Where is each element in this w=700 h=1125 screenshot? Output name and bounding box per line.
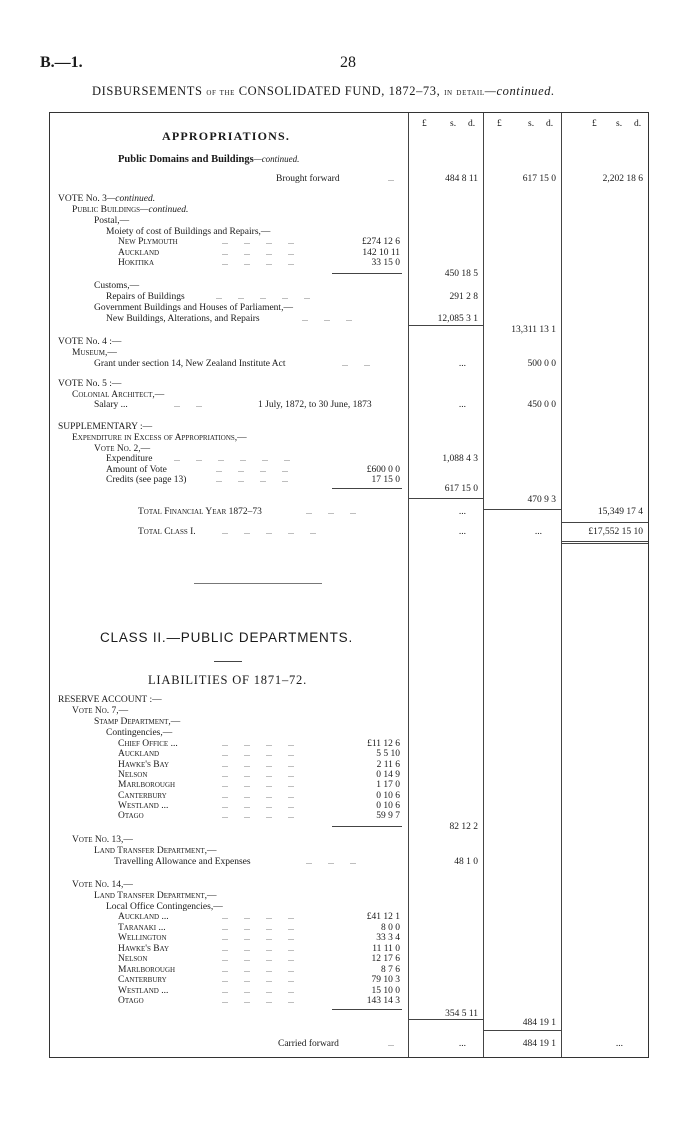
- leader-dots: ... ... ...: [306, 857, 356, 866]
- line-item-amount: 59 9 7: [376, 811, 400, 822]
- leader-dots: ... ... ... ...: [222, 769, 294, 779]
- ledger-frame: [49, 112, 649, 1058]
- brought-forward-col1: 484 8 11: [445, 174, 478, 184]
- line-item-name: Westland ...: [118, 800, 169, 811]
- leader-dots: ...: [388, 174, 394, 183]
- leader-dots: ... ... ... ...: [222, 237, 294, 246]
- line-item-amount: 33 3 4: [376, 933, 400, 943]
- excess-value: 617 15 0: [444, 484, 478, 494]
- line-item-name: Westland ...: [118, 985, 169, 996]
- leader-dots: ... ... ... ...: [222, 985, 294, 995]
- grant-value: 500 0 0: [527, 359, 556, 369]
- col3-shilling-header: s.: [616, 119, 623, 129]
- subtotal-rule: [332, 488, 402, 489]
- total-class1-col2: ...: [534, 527, 542, 537]
- line-item-amount: 2 11 6: [376, 759, 400, 770]
- credits-label: Credits (see page 13): [106, 475, 187, 485]
- vote3-heading: [58, 194, 155, 205]
- line-item-name: Hawke's Bay: [118, 759, 170, 770]
- line-item-name: Hawke's Bay: [118, 943, 170, 954]
- local-office-label: Local Office Contingencies,—: [106, 902, 223, 912]
- vote5-heading: VOTE No. 5 :—: [58, 379, 122, 389]
- line-item-name: Marlborough: [118, 780, 176, 791]
- travel-value: 48 1 0: [454, 857, 478, 867]
- total-financial-year-label: Total Financial Year 1872–73: [138, 507, 262, 517]
- page-title: [92, 84, 555, 99]
- total-rule: [483, 509, 561, 510]
- customs-label: Customs,—: [94, 281, 140, 291]
- leader-dots: ... ... ... ...: [222, 258, 294, 267]
- total-financial-year-value: 15,349 17 4: [597, 507, 643, 517]
- line-item-amount: 1 17 0: [376, 780, 400, 791]
- column-divider: [483, 113, 484, 1057]
- subheading-continued: —continued.: [253, 154, 300, 164]
- subtotal-rule: [332, 826, 402, 827]
- line-item-name: Auckland: [118, 247, 160, 258]
- title-rest: CONSOLIDATED FUND, 1872–73,: [238, 84, 441, 98]
- total-class1-col1: ...: [458, 527, 466, 537]
- total-rule: [483, 1030, 561, 1031]
- supplementary-total: 470 9 3: [527, 495, 556, 505]
- vote14-label: Vote No. 14,—: [72, 880, 133, 890]
- leader-dots: ... ... ... ...: [216, 475, 288, 484]
- line-item-amount: 8 0 0: [381, 922, 400, 933]
- line-item-name: Wellington: [118, 933, 167, 943]
- line-item-name: Hokitika: [118, 258, 155, 268]
- supplementary-heading: SUPPLEMENTARY :—: [58, 422, 153, 432]
- stamp-department-label: Stamp Department,—: [94, 717, 181, 727]
- brought-forward-label: Brought forward: [276, 174, 340, 184]
- col2-shilling-header: s.: [528, 119, 535, 129]
- line-item-name: Canterbury: [118, 790, 167, 801]
- leader-dots: ... ... ... ...: [222, 922, 294, 932]
- leader-dots: ... ...: [174, 400, 202, 409]
- class2-total: 484 19 1: [522, 1018, 556, 1028]
- line-item-amount: 0 10 6: [376, 800, 400, 811]
- leader-dots: ... ... ... ...: [222, 759, 294, 769]
- line-item-name: Otago: [118, 811, 144, 822]
- leader-dots: ... ... ...: [302, 314, 352, 323]
- col3-pound-header: £: [592, 119, 597, 129]
- grant-col1: ...: [458, 359, 466, 369]
- total-class1-label: Total Class I.: [138, 527, 196, 537]
- line-item-amount: 0 14 9: [376, 769, 400, 780]
- repairs-value: 291 2 8: [449, 292, 478, 302]
- vote3-title: VOTE No. 3: [58, 194, 107, 204]
- new-buildings-value: 12,085 3 1: [437, 314, 478, 324]
- salary-label: Salary ...: [94, 400, 128, 410]
- subtotal-rule: [332, 273, 402, 274]
- col1-pence-header: d.: [468, 119, 476, 129]
- salary-value: 450 0 0: [527, 400, 556, 410]
- vote13-label: Vote No. 13,—: [72, 835, 133, 845]
- class2-title: CLASS II.—PUBLIC DEPARTMENTS.: [100, 630, 354, 645]
- moiety-label: Moiety of cost of Buildings and Repairs,—: [106, 227, 271, 237]
- leader-dots: ... ... ... ...: [222, 943, 294, 953]
- carried-forward-col2: 484 19 1: [522, 1039, 556, 1049]
- leader-dots: ... ... ...: [306, 507, 356, 516]
- line-item-name: Chief Office ...: [118, 739, 178, 749]
- title-of-the: of the: [206, 87, 235, 98]
- subtotal-rule: [332, 1009, 402, 1010]
- page-number: 28: [340, 54, 356, 71]
- expenditure-label: Expenditure: [106, 454, 153, 464]
- col2-pound-header: £: [497, 119, 502, 129]
- public-buildings-continued: —continued.: [140, 205, 189, 215]
- leader-dots: ... ... ... ...: [222, 790, 294, 800]
- line-item-amount: 15 10 0: [371, 985, 400, 996]
- line-item-name: Nelson: [118, 954, 148, 964]
- line-item-amount: 143 14 3: [366, 996, 400, 1006]
- leader-dots: ... ... ... ...: [222, 739, 294, 748]
- leader-dots: ... ... ... ...: [222, 912, 294, 921]
- new-buildings-label: New Buildings, Alterations, and Repairs: [106, 314, 260, 324]
- vote4-heading: VOTE No. 4 :—: [58, 337, 122, 347]
- salary-col1: ...: [458, 400, 466, 410]
- reserve-account-heading: RESERVE ACCOUNT :—: [58, 695, 162, 705]
- postal-label: Postal,—: [94, 216, 130, 226]
- title-rule: [214, 661, 242, 662]
- government-buildings-label: Government Buildings and Houses of Parliament,—: [94, 303, 293, 313]
- liabilities-title: LIABILITIES OF 1871–72.: [148, 673, 308, 687]
- page-reference: B.—1.: [40, 54, 83, 71]
- leader-dots: ... ... ... ...: [216, 465, 288, 474]
- land-transfer-label: Land Transfer Department,—: [94, 891, 217, 901]
- contingencies-label: Contingencies,—: [106, 728, 173, 738]
- leader-dots: ... ... ... ...: [222, 780, 294, 790]
- leader-dots: ... ... ... ...: [222, 964, 294, 974]
- public-buildings-label: [72, 205, 188, 216]
- subheading-text: Public Domains and Buildings: [118, 154, 254, 165]
- line-item-amount: 5 5 10: [376, 749, 400, 760]
- carried-forward-col1: ...: [458, 1039, 466, 1049]
- line-item-name: Nelson: [118, 769, 148, 780]
- salary-period: 1 July, 1872, to 30 June, 1873: [258, 400, 372, 410]
- col2-pence-header: d.: [546, 119, 554, 129]
- credits-value: 17 15 0: [371, 475, 400, 485]
- column-divider: [408, 113, 409, 1057]
- museum-label: Museum,—: [72, 348, 117, 358]
- vote3-continued: —continued.: [106, 194, 156, 204]
- line-item-name: Otago: [118, 996, 144, 1006]
- vote2-label: Vote No. 2,—: [94, 444, 151, 454]
- col1-pound-header: £: [422, 119, 427, 129]
- line-item-amount: 11 11 0: [372, 943, 400, 954]
- line-item-name: Canterbury: [118, 975, 167, 985]
- stamp-total: 82 12 2: [449, 822, 478, 832]
- appropriations-heading: APPROPRIATIONS.: [162, 129, 291, 143]
- expenditure-value: 1,088 4 3: [442, 454, 478, 464]
- line-item-amount: £41 12 1: [366, 912, 400, 922]
- line-item-name: New Plymouth: [118, 237, 178, 247]
- public-domains-subheading: [118, 154, 299, 165]
- title-detail: detail: [456, 87, 485, 98]
- line-item-amount: 12 17 6: [371, 954, 400, 964]
- section-separator: [194, 583, 322, 584]
- line-item-amount: 8 7 6: [381, 964, 400, 975]
- title-continued: —continued.: [484, 84, 555, 98]
- public-buildings-text: Public Buildings: [72, 205, 141, 215]
- leader-dots: ... ... ... ...: [222, 811, 294, 821]
- leader-dots: ... ... ... ...: [222, 800, 294, 810]
- total-rule: [561, 541, 648, 542]
- leader-dots: ... ... ... ... ...: [222, 527, 316, 536]
- subtotal-rule: [408, 325, 483, 326]
- line-item-name: Auckland ...: [118, 912, 169, 922]
- total-class1-value: £17,552 15 10: [588, 527, 643, 537]
- title-in: in: [444, 87, 453, 98]
- total-financial-year-col1: ...: [458, 507, 466, 517]
- brought-forward-col2: 617 15 0: [522, 174, 556, 184]
- line-item-name: Marlborough: [118, 964, 176, 975]
- total-rule: [561, 522, 648, 523]
- postal-total: 450 18 5: [444, 269, 478, 279]
- leader-dots: ... ... ... ...: [222, 996, 294, 1005]
- col3-pence-header: d.: [634, 119, 642, 129]
- line-item-name: Taranaki ...: [118, 922, 166, 933]
- line-item-amount: 33 15 0: [371, 258, 400, 268]
- amount-of-vote-label: Amount of Vote: [106, 465, 167, 475]
- total-rule: [561, 543, 648, 544]
- excess-label: Expenditure in Excess of Appropriations,—: [72, 433, 247, 443]
- land-total: 354 5 11: [445, 1009, 478, 1019]
- leader-dots: ... ...: [342, 359, 370, 368]
- vote3-total: 13,311 13 1: [511, 325, 556, 335]
- brought-forward-col3: 2,202 18 6: [602, 174, 643, 184]
- leader-dots: ... ... ... ...: [222, 954, 294, 963]
- title-main: DISBURSEMENTS: [92, 84, 203, 98]
- leader-dots: ... ... ... ... ...: [216, 292, 310, 301]
- leader-dots: ... ... ... ...: [222, 975, 294, 984]
- leader-dots: ... ... ... ...: [222, 749, 294, 759]
- column-divider: [561, 113, 562, 1057]
- col1-shilling-header: s.: [450, 119, 457, 129]
- line-item-name: Auckland: [118, 749, 160, 760]
- repairs-label: Repairs of Buildings: [106, 292, 185, 302]
- leader-dots: ... ... ... ...: [222, 247, 294, 257]
- line-item-amount: 0 10 6: [376, 790, 400, 801]
- leader-dots: ...: [388, 1039, 394, 1048]
- vote7-label: Vote No. 7,—: [72, 706, 129, 716]
- line-item-amount: £274 12 6: [362, 237, 400, 247]
- travel-label: Travelling Allowance and Expenses: [114, 857, 251, 867]
- leader-dots: ... ... ... ... ... ...: [174, 454, 290, 463]
- carried-forward-label: Carried forward: [278, 1039, 339, 1049]
- land-transfer-label: Land Transfer Department,—: [94, 846, 217, 856]
- line-item-amount: £11 12 6: [367, 739, 400, 749]
- amount-of-vote-value: £600 0 0: [366, 465, 400, 475]
- carried-forward-col3: ...: [615, 1039, 623, 1049]
- colonial-architect-label: Colonial Architect,—: [72, 390, 165, 400]
- line-item-amount: 79 10 3: [371, 975, 400, 985]
- line-item-amount: 142 10 11: [362, 247, 400, 258]
- subtotal-rule: [408, 1019, 483, 1020]
- subtotal-rule: [408, 498, 483, 499]
- leader-dots: ... ... ... ...: [222, 933, 294, 942]
- grant-label: Grant under section 14, New Zealand Institute Act: [94, 359, 286, 369]
